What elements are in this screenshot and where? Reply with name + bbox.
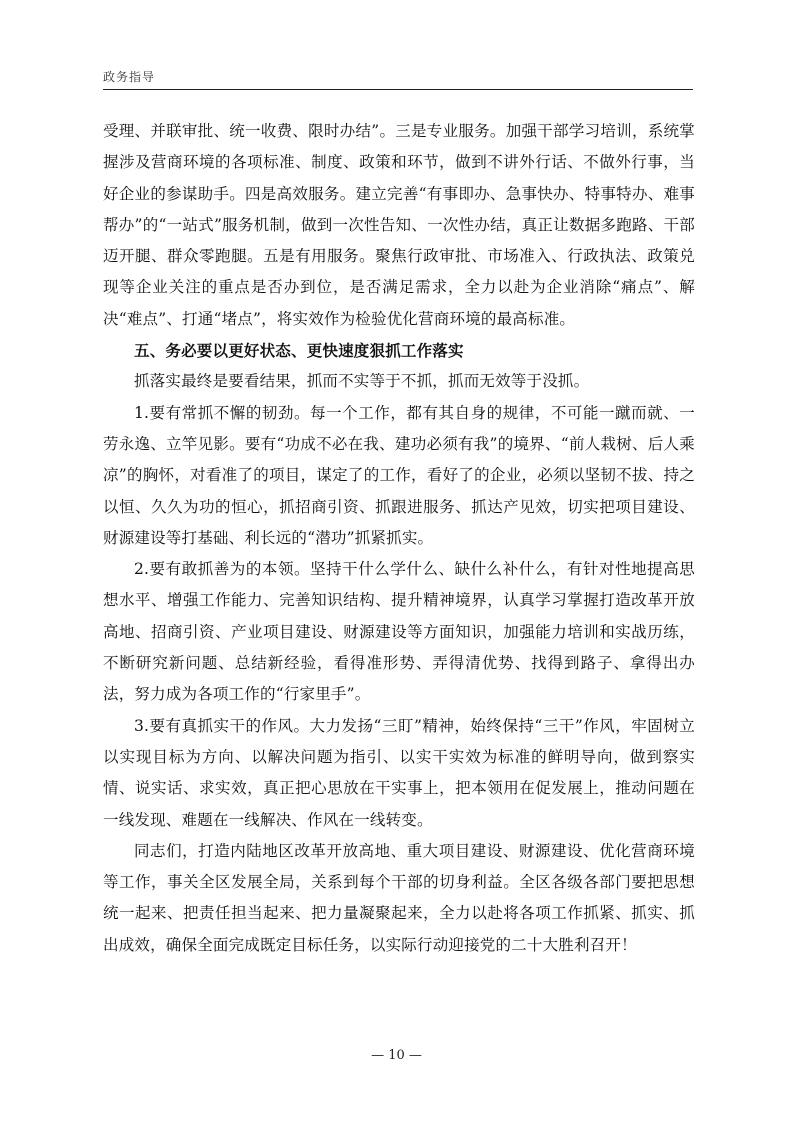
body-paragraph: 抓落实最终是要看结果，抓而不实等于不抓，抓而无效等于没抓。 [134,372,590,391]
page-header [103,64,693,90]
body-paragraph: 受理、并联审批、统一收费、限时办结”。三是专业服务。加强干部学习培训，系统掌握涉及营商环境的各项标准、制度、政策和环节，做到不讲外行话、不做外行事，当好企业的参谋助手。四是高效服务。建立完善“有事即办、急事快办、特事特办、难事帮办”的“一站式”服务机制，做到一次性告知、一次性办结，真正让数据多跑路、干部迈开腿、群众零跑腿。五是有用服务。聚焦行政审批、市场准入、行政执法、政策兑现等企业关注的重点是否办到位，是否满足需求，全力以赴为企业消除“痛点”、解决“难点”、打通“堵点”，将实效作为检验优化营商环境的最高标准。 [103,122,695,328]
body-paragraph: 2.要有敢抓善为的本领。坚持干什么学什么、缺什么补什么，有针对性地提高思想水平、增强工作能力、完善知识结构、提升精神境界，认真学习掌握打造改革开放高地、招商引资、产业项目建设、财源建设等方面知识，加强能力培训和实战历练，不断研究新问题、总结新经验，看得准形势、弄得清优势、找得到路子、拿得出办法，努力成为各项工作的“行家里手”。 [103,560,695,704]
document-body [103,116,695,961]
section-heading: 五、务必要以更好状态、更快速度狠抓工作落实 [134,341,464,361]
header-title: 政务指导 [103,70,156,84]
page-number: — 10 — [371,1048,422,1063]
body-paragraph: 1.要有常抓不懈的韧劲。每一个工作，都有其自身的规律，不可能一蹴而就、一劳永逸、立竿见影。要有“功成不必在我、建功必须有我”的境界、“前人栽树、后人乘凉”的胸怀，对看准了的项目，谋定了的工作，看好了的企业，必须以坚韧不拔、持之以恒、久久为功的恒心，抓招商引资、抓跟进服务、抓达产见效，切实把项目建设、财源建设等打基础、利长远的“潜功”抓紧抓实。 [103,403,695,547]
body-paragraph: 3.要有真抓实干的作风。大力发扬“三盯”精神，始终保持“三干”作风，牢固树立以实现目标为方向、以解决问题为指引、以实干实效为标准的鲜明导向，做到察实情、说实话、求实效，真正把心思放在干实事上，把本领用在促发展上，推动问题在一线发现、难题在一线解决、作风在一线转变。 [103,716,695,829]
body-paragraph: 同志们，打造内陆地区改革开放高地、重大项目建设、财源建设、优化营商环境等工作，事关全区发展全局，关系到每个干部的切身利益。全区各级各部门要把思想统一起来、把责任担当起来、把力量凝聚起来，全力以赴将各项工作抓紧、抓实、抓出成效，确保全面完成既定目标任务，以实际行动迎接党的二十大胜利召开！ [103,841,695,954]
